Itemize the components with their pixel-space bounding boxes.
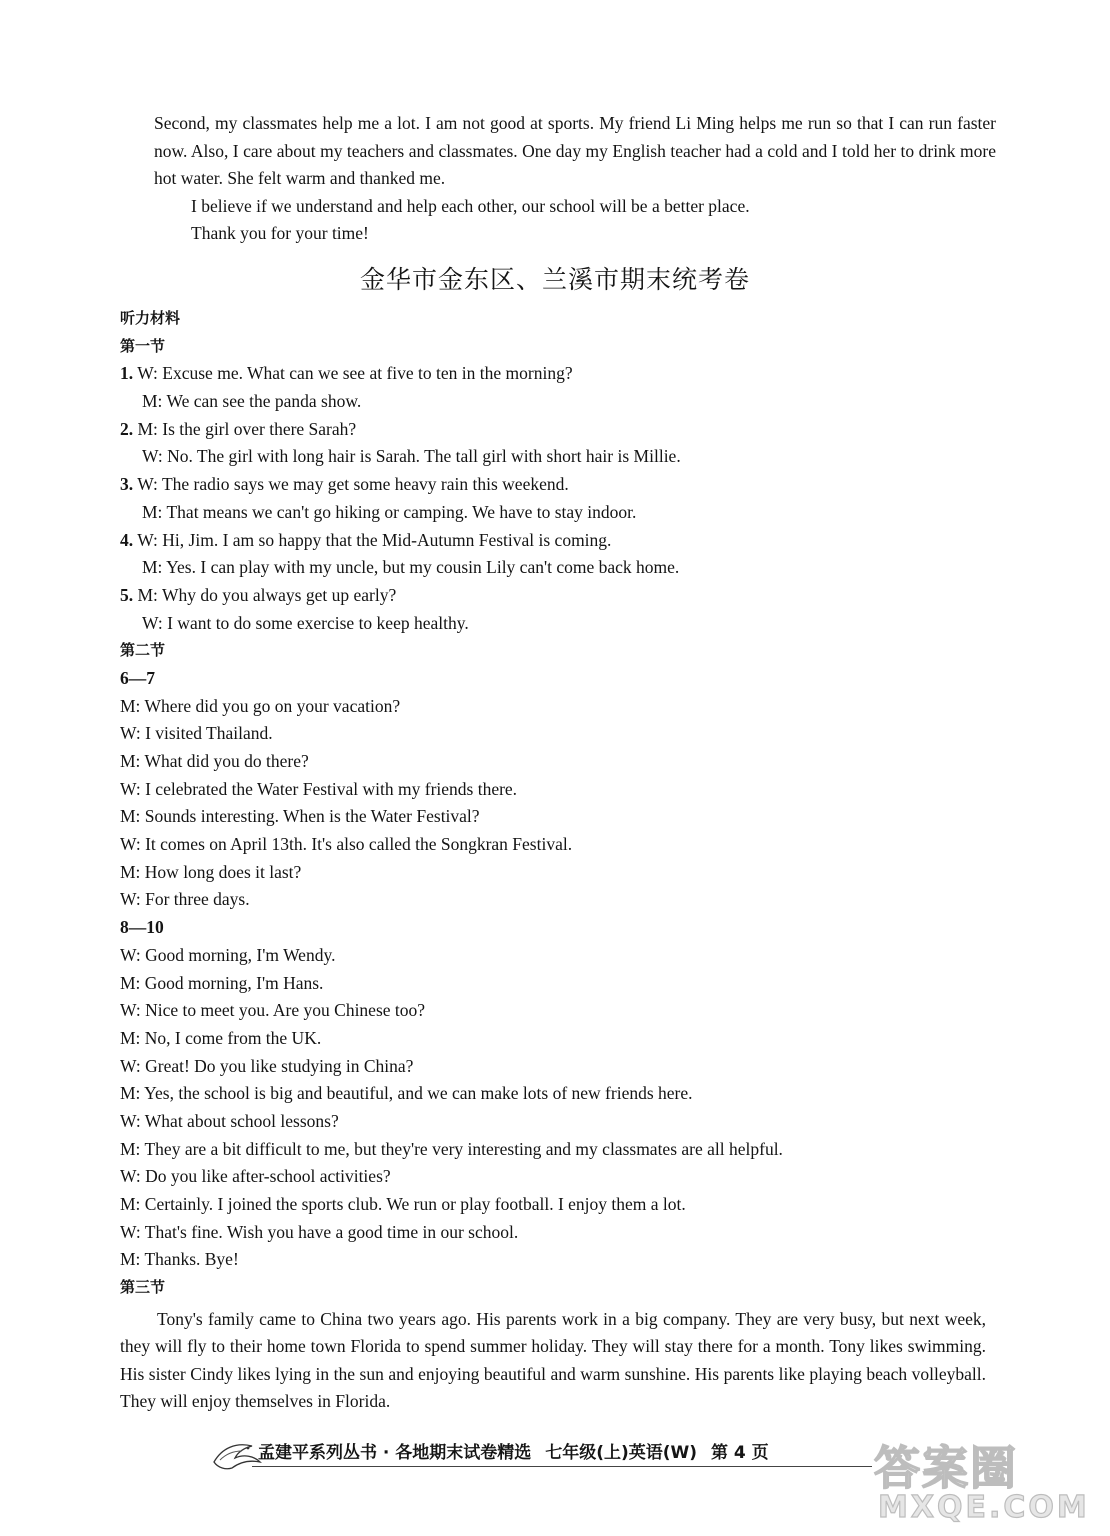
dialogue-line: W: Hi, Jim. I am so happy that the Mid-Autumn Festival is coming. (137, 529, 612, 550)
dialogue-line: M: Thanks. Bye! (120, 1249, 239, 1270)
dialogue-line: W: For three days. (120, 889, 250, 910)
listening-passage (120, 1306, 986, 1416)
essay-closing: Thank you for your time! (191, 223, 369, 244)
dialogue-question (120, 471, 986, 499)
dialogue-line: M: No, I come from the UK. (120, 1027, 322, 1048)
dialogue-line: M: Is the girl over there Sarah? (137, 418, 357, 439)
question-number: 5. (120, 584, 134, 605)
section-label: 第二节 (120, 641, 166, 660)
dialogue-line: W: The radio says we may get some heavy rain this weekend. (137, 474, 569, 495)
site-watermark (868, 1428, 1090, 1536)
watermark-site: MXQE.COM (878, 1490, 1090, 1525)
dialogue-line: W: Nice to meet you. Are you Chinese too? (120, 1000, 426, 1021)
dialogue-line: M: What did you do there? (120, 751, 309, 771)
dialogue-line: M: How long does it last? (120, 861, 302, 882)
dialogue-line: M: Yes, the school is big and beautiful, and we can make lots of new friends here. (120, 1083, 693, 1104)
listening-transcript (120, 305, 986, 1415)
dialogue-line: M: Where did you go on your vacation? (120, 695, 401, 716)
dialogue-question (120, 527, 986, 555)
section-label: 第三节 (120, 1278, 166, 1297)
question-number: 2. (120, 418, 134, 439)
dialogue-line: W: That's fine. Wish you have a good time in our school. (120, 1221, 519, 1242)
dialogue-answer: W: I want to do some exercise to keep healthy. (142, 612, 469, 633)
dialogue-line: M: Why do you always get up early? (137, 584, 397, 605)
essay-continuation (154, 110, 996, 248)
question-number: 3. (120, 474, 134, 495)
dialogue-line: W: Great! Do you like studying in China? (120, 1055, 414, 1076)
dialogue-answer: M: We can see the panda show. (142, 391, 362, 412)
dialogue-line: M: Certainly. I joined the sports club. We run or play football. I enjoy them a lot. (120, 1194, 686, 1214)
footer-rule (252, 1466, 872, 1467)
dialogue-line: W: What about school lessons? (120, 1110, 339, 1131)
footer-series: 孟建平系列丛书 · 各地期末试卷精选 (258, 1443, 532, 1463)
essay-paragraph: Second, my classmates help me a lot. I am not good at sports. My friend Li Ming helps me run so that I can run faster now. Also, I care about my teachers and classmates. One day my English teacher had a cold and I told her to drink more hot water. She felt warm and thanked me. (154, 113, 996, 189)
dialogue-line: W: Good morning, I'm Wendy. (120, 944, 336, 965)
listening-heading: 听力材料 (120, 309, 181, 327)
dialogue-line: M: They are a bit difficult to me, but they're very interesting and my classmates are all helpful. (120, 1138, 783, 1159)
dialogue-question (120, 360, 986, 388)
dialogue-answer: M: That means we can't go hiking or camping. We have to stay indoor. (142, 501, 637, 522)
question-range: 6—7 (120, 667, 155, 688)
dialogue-answer: M: Yes. I can play with my uncle, but my cousin Lily can't come back home. (142, 557, 680, 578)
dialogue-question (120, 582, 986, 610)
question-number: 4. (120, 529, 134, 550)
footer-grade: 七年级(上)英语(W) (545, 1443, 698, 1463)
dialogue-question (120, 416, 986, 444)
footer-page-number: 第 4 页 (710, 1443, 769, 1463)
dialogue-line: W: Do you like after-school activities? (120, 1166, 391, 1187)
passage-text: Tony's family came to China two years ago. His parents work in a big company. They are very busy, but next week, they will fly to their home town Florida to spend summer holiday. They will stay there for a month. Tony likes swimming. His sister Cindy likes lying in the sun and enjoying beautiful and warm sunshine. His parents like playing beach volleyball. They will enjoy themselves in Florida. (120, 1308, 986, 1411)
question-number: 1. (120, 363, 134, 384)
dialogue-line: M: Sounds interesting. When is the Water Festival? (120, 806, 480, 827)
section-label: 第一节 (120, 336, 166, 355)
dialogue-line: W: It comes on April 13th. It's also called the Songkran Festival. (120, 834, 573, 855)
essay-paragraph: I believe if we understand and help each other, our school will be a better place. (191, 195, 750, 216)
dialogue-answer: W: No. The girl with long hair is Sarah. The tall girl with short hair is Millie. (142, 446, 681, 467)
dialogue-line: W: I celebrated the Water Festival with my friends there. (120, 778, 518, 799)
exam-title: 金华市金东区、兰溪市期末统考卷 (359, 265, 750, 294)
dialogue-line: M: Good morning, I'm Hans. (120, 972, 324, 993)
watermark-text: 答案圈 (874, 1441, 1018, 1495)
footer-text (258, 1438, 777, 1463)
question-range: 8—10 (120, 917, 164, 938)
dialogue-line: W: Excuse me. What can we see at five to ten in the morning? (137, 363, 573, 384)
dialogue-line: W: I visited Thailand. (120, 723, 273, 744)
